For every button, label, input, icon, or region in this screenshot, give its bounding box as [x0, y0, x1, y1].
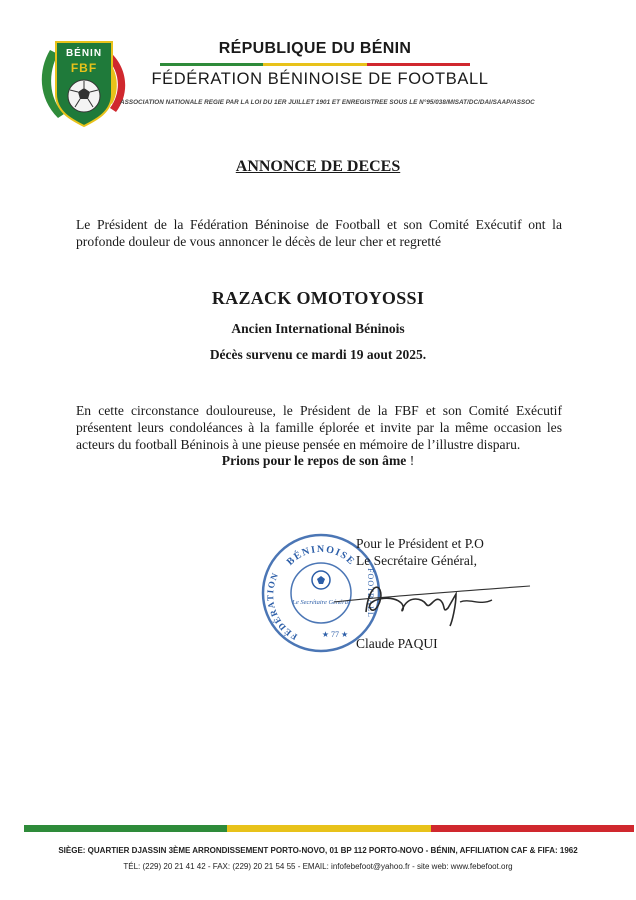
stamp-bottom-text: ★ 77 ★: [321, 630, 349, 639]
association-registration-line: ASSOCIATION NATIONALE REGIE PAR LA LOI DU 1ER JUILLET 1901 ET ENREGISTREE SOUS LE N°95/038/MISAT/DC/DAI/SAAP/ASSOC: [120, 99, 535, 106]
stamp-left-text: FÉDÉRATION: [265, 570, 299, 643]
announcement-title: ANNONCE DE DECES: [235, 158, 401, 175]
deceased-role: Ancien International Béninois: [231, 321, 405, 336]
deceased-name: RAZACK OMOTOYOSSI: [211, 288, 425, 308]
death-date: Décès survenu ce mardi 19 aout 2025.: [209, 347, 427, 362]
logo-country: BÉNIN: [65, 48, 103, 59]
stamp-center-text: Le Secrétaire Général: [292, 599, 350, 606]
fbf-logo: [36, 36, 132, 130]
footer-flag-stripe: [24, 825, 634, 832]
logo-acronym: FBF: [70, 61, 98, 75]
federation-title: FÉDÉRATION BÉNINOISE DE FOOTBALL: [151, 70, 489, 88]
stamp-top-text: BÉNINOISE: [284, 543, 358, 568]
signatory-name: Claude PAQUI: [356, 636, 438, 651]
stamp-football-icon: [312, 571, 330, 589]
signature-for-line: Pour le Président et P.O: [356, 536, 484, 551]
footer-contacts: TÉL: (229) 20 21 41 42 - FAX: (229) 20 21 54 55 - EMAIL: infofebefoot@yahoo.fr - site web: www.febefoot.org: [123, 862, 513, 871]
prayer-text: Prions pour le repos de son âme: [221, 453, 407, 468]
stamp-right-text: FOOTBALL: [366, 568, 375, 618]
football-icon: [68, 80, 100, 112]
signatory-title: Le Secrétaire Général,: [356, 553, 478, 568]
condolences-paragraph: En cette circonstance douloureuse, le Président de la FBF et son Comité Exécutif présentent leurs condoléances à la famille éplorée et invite par la même occasion les acteurs du football Béninois à une pieuse pensée en mémoire de l’illustre disparu.: [76, 403, 562, 452]
footer-address: SIÈGE: QUARTIER DJASSIN 3ÈME ARRONDISSEMENT PORTO-NOVO, 01 BP 112 PORTO-NOVO - BÉNIN, AFFILIATION CAF & FIFA: 1962: [58, 846, 578, 855]
header-flag-stripe: [160, 63, 470, 66]
intro-paragraph: Le Président de la Fédération Béninoise de Football et son Comité Exécutif ont la profonde douleur de vous annoncer le décès de leur cher et regretté: [76, 217, 562, 249]
svg-text:BÉNINOISE: [285, 544, 357, 568]
handwritten-signature: [330, 572, 550, 628]
republic-title: RÉPUBLIQUE DU BÉNIN: [218, 40, 412, 57]
prayer-line: [0, 453, 636, 469]
prayer-end: !: [406, 453, 415, 468]
